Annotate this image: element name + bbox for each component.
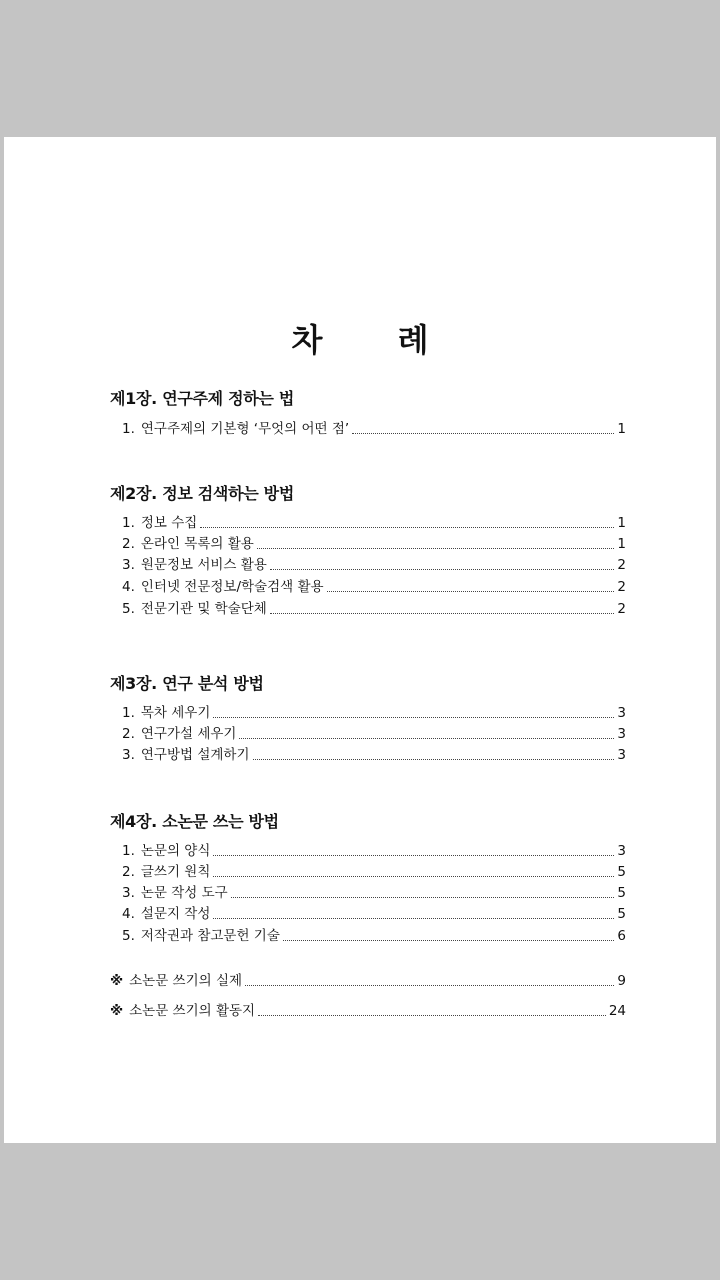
entry-number: 1. (122, 515, 135, 531)
dot-leader (200, 526, 614, 528)
entry-label: 정보 수집 (140, 515, 198, 531)
toc-entry[interactable] (122, 841, 626, 861)
entry-label: 원문정보 서비스 활용 (140, 557, 267, 573)
entry-page-number: 2 (617, 579, 626, 595)
dot-leader (352, 432, 614, 434)
toc-entry[interactable] (122, 904, 626, 924)
toc-entry[interactable] (122, 534, 626, 554)
entry-number: 1. (122, 421, 135, 437)
dot-leader (270, 568, 615, 570)
dot-leader (327, 590, 615, 592)
toc-entry[interactable] (122, 862, 626, 882)
entry-page-number: 2 (617, 557, 626, 573)
chapter-3-heading: 제3장. 연구 분석 방법 (110, 674, 264, 693)
entry-number: 2. (122, 726, 135, 742)
document-page (4, 137, 716, 1143)
toc-entry[interactable] (122, 703, 626, 723)
entry-number: 3. (122, 747, 135, 763)
reference-mark-icon: ※ (110, 973, 124, 989)
entry-page-number: 2 (617, 601, 626, 617)
dot-leader (258, 1014, 606, 1016)
entry-label: 저작권과 참고문헌 기술 (140, 928, 280, 944)
entry-page-number: 1 (617, 421, 626, 437)
entry-number: 4. (122, 579, 135, 595)
toc-entry[interactable] (122, 883, 626, 903)
entry-number: 1. (122, 705, 135, 721)
entry-number: 3. (122, 557, 135, 573)
entry-number: 2. (122, 864, 135, 880)
dot-leader (213, 716, 614, 718)
dot-leader (245, 984, 614, 986)
entry-label: 소논문 쓰기의 활동지 (129, 1003, 256, 1019)
entry-page-number: 5 (617, 906, 626, 922)
dot-leader (213, 875, 614, 877)
toc-title: 차 례 (291, 321, 429, 359)
entry-number: 1. (122, 843, 135, 859)
chapter-2-heading: 제2장. 정보 검색하는 방법 (110, 484, 294, 503)
dot-leader (239, 737, 614, 739)
entry-page-number: 24 (608, 1003, 626, 1019)
entry-page-number: 3 (617, 747, 626, 763)
entry-number: 3. (122, 885, 135, 901)
toc-entry[interactable] (122, 419, 626, 439)
entry-label: 설문지 작성 (140, 906, 211, 922)
entry-page-number: 3 (617, 705, 626, 721)
entry-label: 인터넷 전문정보/학술검색 활용 (140, 579, 324, 595)
entry-label: 온라인 목록의 활용 (140, 536, 254, 552)
dot-leader (283, 939, 615, 941)
entry-label: 연구주제의 기본형 ‘무엇의 어떤 점’ (140, 421, 350, 437)
entry-label: 글쓰기 원칙 (140, 864, 211, 880)
dot-leader (213, 917, 614, 919)
entry-number: 5. (122, 601, 135, 617)
chapter-4-heading: 제4장. 소논문 쓰는 방법 (110, 812, 279, 831)
dot-leader (231, 896, 615, 898)
entry-page-number: 5 (617, 864, 626, 880)
toc-entry[interactable] (122, 513, 626, 533)
toc-entry[interactable] (122, 745, 626, 765)
entry-number: 2. (122, 536, 135, 552)
entry-number: 5. (122, 928, 135, 944)
dot-leader (270, 612, 615, 614)
dot-leader (213, 854, 614, 856)
entry-label: 전문기관 및 학술단체 (140, 601, 267, 617)
dot-leader (257, 547, 615, 549)
entry-page-number: 9 (617, 973, 626, 989)
toc-entry[interactable] (122, 926, 626, 946)
entry-number: 4. (122, 906, 135, 922)
entry-page-number: 3 (617, 726, 626, 742)
entry-label: 목차 세우기 (140, 705, 211, 721)
entry-label: 연구가설 세우기 (140, 726, 237, 742)
reference-mark-icon: ※ (110, 1003, 124, 1019)
entry-page-number: 1 (617, 536, 626, 552)
dot-leader (253, 758, 615, 760)
entry-page-number: 6 (617, 928, 626, 944)
toc-entry[interactable] (122, 577, 626, 597)
toc-entry[interactable] (122, 599, 626, 619)
entry-label: 논문의 양식 (140, 843, 211, 859)
entry-label: 연구방법 설계하기 (140, 747, 250, 763)
entry-label: 논문 작성 도구 (140, 885, 228, 901)
chapter-1-heading: 제1장. 연구주제 정하는 법 (110, 389, 294, 408)
toc-extra-entry[interactable] (110, 971, 626, 991)
entry-page-number: 1 (617, 515, 626, 531)
entry-page-number: 5 (617, 885, 626, 901)
toc-entry[interactable] (122, 724, 626, 744)
toc-extra-entry[interactable] (110, 1001, 626, 1021)
entry-label: 소논문 쓰기의 실제 (129, 973, 243, 989)
toc-entry[interactable] (122, 555, 626, 575)
entry-page-number: 3 (617, 843, 626, 859)
